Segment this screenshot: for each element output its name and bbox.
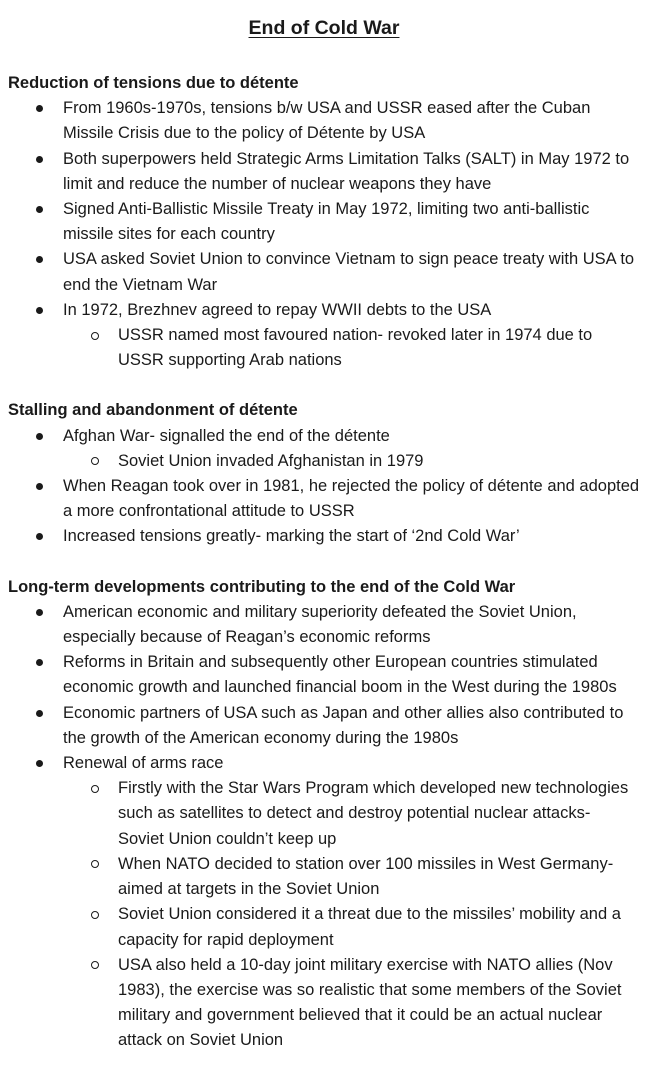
bullet-icon [36, 256, 43, 263]
list-item [8, 474, 640, 524]
bullet-list [8, 600, 640, 1054]
bullet-icon [36, 206, 43, 213]
sub-list-item [8, 449, 640, 474]
list-item-text: USA asked Soviet Union to convince Vietnam to sign peace treaty with USA to end the Vietnam War [63, 250, 635, 294]
list-item-text: American economic and military superiority defeated the Soviet Union, especially because of Reagan’s economic reforms [63, 602, 577, 647]
sub-list-item [8, 852, 640, 902]
section-heading: Stalling and abandonment of détente [8, 401, 298, 420]
list-item-text: Reforms in Britain and subsequently other European countries stimulated economic growth and launched financial boom in the West during the 1980s [63, 653, 617, 697]
section-heading: Long-term developments contributing to the end of the Cold War [8, 577, 516, 596]
list-item [8, 701, 640, 751]
sub-list-item-text: When NATO decided to station over 100 missiles in West Germany- aimed at targets in the Soviet Union [118, 854, 614, 899]
list-item [8, 147, 640, 197]
bullet-icon [36, 307, 43, 314]
hollow-bullet-icon [91, 911, 99, 919]
bullet-list [8, 96, 640, 373]
sub-list-item [8, 776, 640, 852]
sub-list-item [8, 902, 640, 952]
section-heading: Reduction of tensions due to détente [8, 74, 299, 92]
bullet-icon [36, 710, 43, 717]
sub-list-item [8, 953, 640, 1054]
list-item-text: When Reagan took over in 1981, he rejected the policy of détente and adopted a more confrontational attitude to USSR [63, 477, 640, 521]
section-detente-stalling [8, 398, 640, 549]
section-detente-reduction [8, 71, 640, 373]
list-item [8, 650, 640, 700]
sub-list-item-text: USSR named most favoured nation- revoked later in 1974 due to USSR supporting Arab nations [118, 326, 593, 370]
bullet-icon [36, 659, 43, 666]
list-item [8, 197, 640, 247]
sub-list-item-text: Firstly with the Star Wars Program which developed new technologies such as satellites to detect and destroy potential nuclear attacks- Soviet Union couldn’t keep up [118, 779, 629, 848]
bullet-icon [36, 483, 43, 490]
sub-list-item-text: Soviet Union invaded Afghanistan in 1979 [118, 451, 424, 470]
bullet-icon [36, 156, 43, 163]
hollow-bullet-icon [91, 961, 99, 969]
sub-list-item-text: USA also held a 10-day joint military exercise with NATO allies (Nov 1983), the exercise was so realistic that some members of the Soviet military and government believed that it could be an actual nuclear attack on Soviet Union [118, 955, 622, 1050]
section-long-term-developments [8, 575, 640, 1054]
list-item [8, 298, 640, 323]
bullet-icon [36, 105, 43, 112]
list-item [8, 424, 640, 449]
bullet-icon [36, 609, 43, 616]
hollow-bullet-icon [91, 785, 99, 793]
list-item [8, 247, 640, 297]
list-item [8, 524, 640, 549]
list-item-text: From 1960s-1970s, tensions b/w USA and USSR eased after the Cuban Missile Crisis due to the policy of Détente by USA [63, 99, 591, 143]
sub-list-item-text: Soviet Union considered it a threat due to the missiles’ mobility and a capacity for rapid deployment [118, 905, 621, 949]
hollow-bullet-icon [91, 332, 99, 340]
list-item-text: In 1972, Brezhnev agreed to repay WWII debts to the USA [63, 300, 492, 319]
list-item-text: Both superpowers held Strategic Arms Limitation Talks (SALT) in May 1972 to limit and reduce the number of nuclear weapons they have [63, 149, 630, 193]
list-item-text: Afghan War- signalled the end of the détente [63, 426, 390, 445]
bullet-icon [36, 533, 43, 540]
list-item [8, 600, 640, 650]
list-item-text: Signed Anti-Ballistic Missile Treaty in May 1972, limiting two anti-ballistic missile sites for each country [63, 200, 590, 244]
bullet-list [8, 424, 640, 550]
list-item [8, 751, 640, 776]
list-item-text: Renewal of arms race [63, 754, 224, 773]
document-title: End of Cold War [248, 17, 400, 39]
bullet-icon [36, 760, 43, 767]
bullet-icon [36, 433, 43, 440]
list-item-text: Economic partners of USA such as Japan and other allies also contributed to the growth of the American economy during the 1980s [63, 703, 624, 747]
list-item [8, 96, 640, 146]
list-item-text: Increased tensions greatly- marking the start of ‘2nd Cold War’ [63, 527, 520, 546]
hollow-bullet-icon [91, 457, 99, 465]
hollow-bullet-icon [91, 860, 99, 868]
sub-list-item [8, 323, 640, 373]
